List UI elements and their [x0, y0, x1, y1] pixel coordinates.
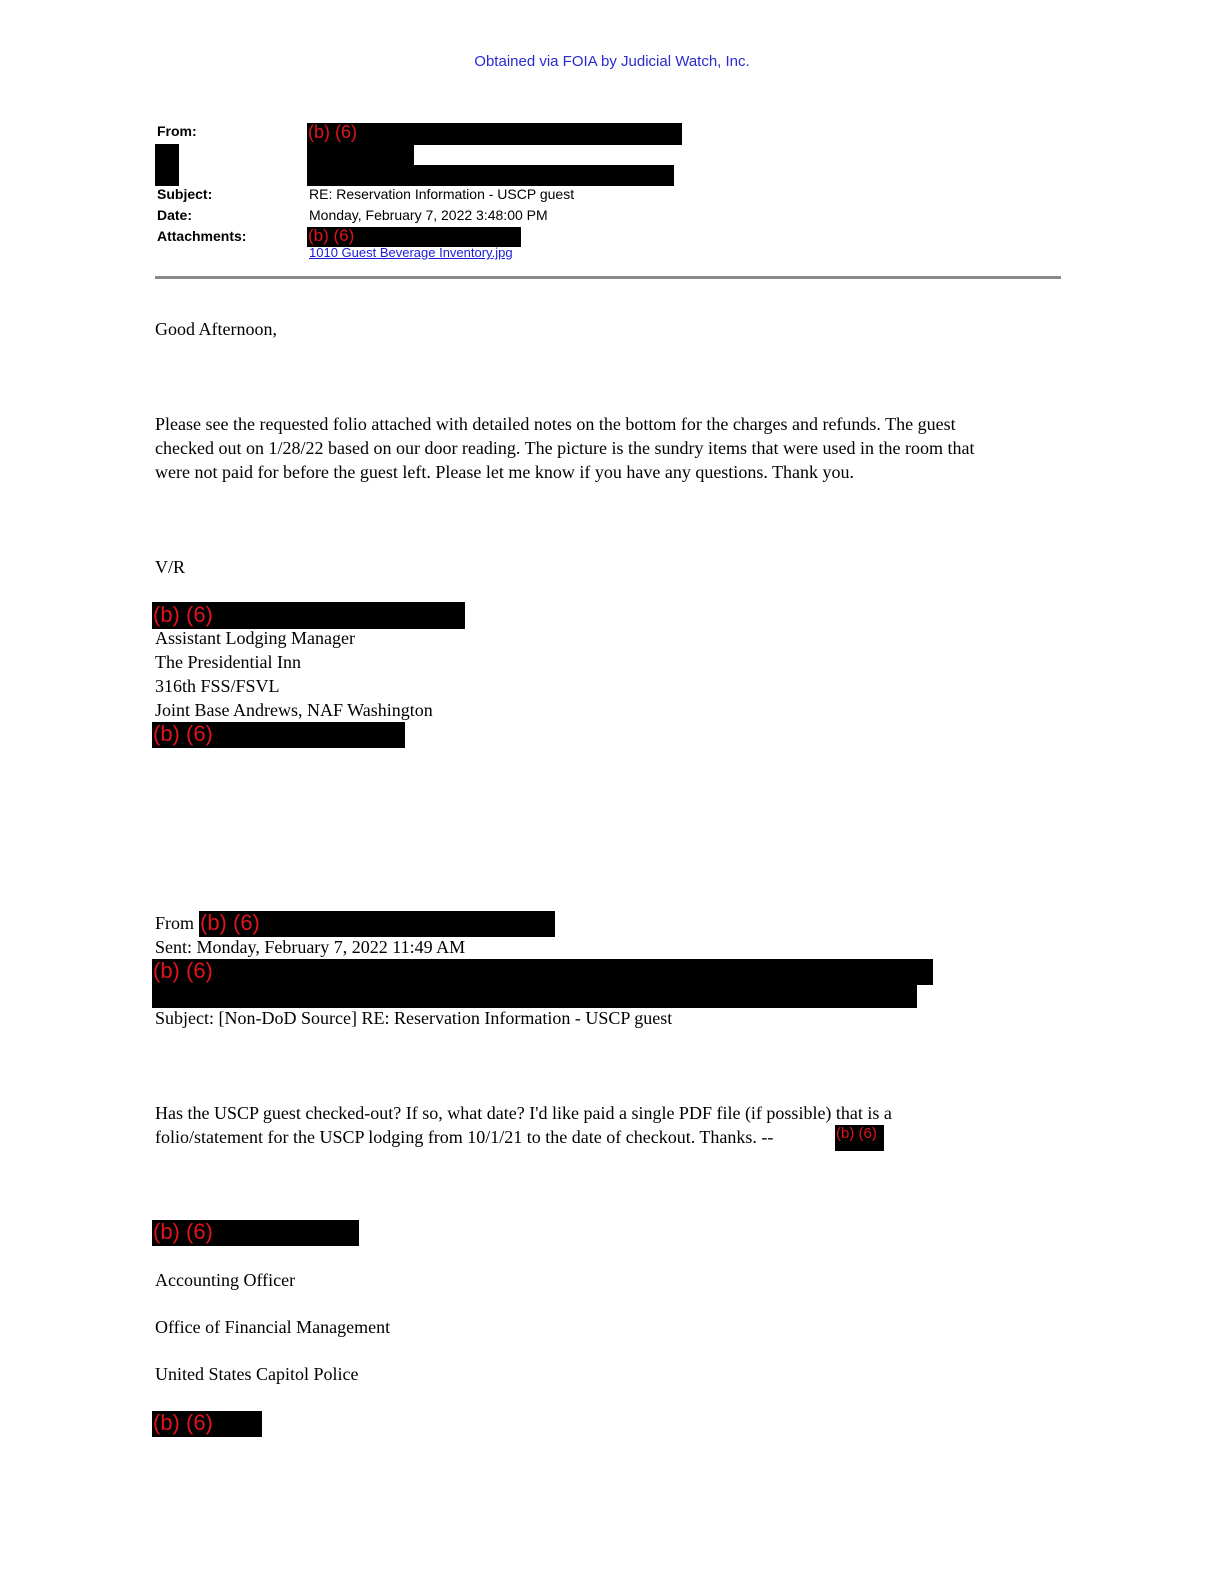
attachment-redaction: [307, 227, 521, 247]
from-redaction-1: [307, 123, 682, 145]
email2-signature-office: Office of Financial Management: [155, 1317, 391, 1337]
email2-to-redaction-1: [152, 959, 933, 985]
email2-to-redaction-2: [152, 984, 917, 1008]
email2-from-redaction: [199, 911, 555, 937]
redaction-label: (b) (6): [308, 122, 357, 142]
email2-signature-phone-redaction: [152, 1411, 262, 1437]
redaction-label: (b) (6): [153, 958, 213, 983]
date-value: Monday, February 7, 2022 3:48:00 PM: [309, 207, 548, 223]
closing: V/R: [155, 557, 186, 577]
email2-signature-name-redaction: [152, 1220, 359, 1246]
signature-phone-redaction: [152, 722, 405, 748]
foia-watermark: Obtained via FOIA by Judicial Watch, Inc.: [474, 53, 750, 70]
attachments-label: Attachments:: [157, 228, 247, 244]
body-line-1: Please see the requested folio attached with detailed notes on the bottom for the charges and refunds. The guest: [155, 414, 956, 434]
email2-from-label: From: [155, 913, 195, 933]
redaction-label: (b) (6): [153, 602, 213, 627]
date-label: Date:: [157, 207, 193, 223]
redaction-label: (b) (6): [153, 721, 213, 746]
email2-subject: Subject: [Non-DoD Source] RE: Reservation Information - USCP guest: [155, 1008, 673, 1028]
redaction-label: (b) (6): [836, 1125, 877, 1142]
email2-body-line-2: folio/statement for the USCP lodging from 10/1/21 to the date of checkout. Thanks. --: [155, 1127, 774, 1147]
redaction-label: (b) (6): [153, 1410, 213, 1435]
body-line-2: checked out on 1/28/22 based on our door reading. The picture is the sundry items that were used in the room that: [155, 438, 975, 458]
signature-name-redaction: [152, 602, 465, 629]
email2-signature-org: United States Capitol Police: [155, 1364, 359, 1384]
redaction-label: (b) (6): [200, 910, 260, 935]
from-redaction-3: [307, 165, 674, 186]
redaction-label: (b) (6): [153, 1219, 213, 1244]
signature-title: Assistant Lodging Manager: [155, 628, 355, 648]
email2-signature-title: Accounting Officer: [155, 1270, 296, 1290]
body-line-3: were not paid for before the guest left. Please let me know if you have any questions. Thank you.: [155, 462, 854, 482]
attachment-link[interactable]: 1010 Guest Beverage Inventory.jpg: [309, 245, 513, 260]
to-label-redaction: [155, 144, 179, 186]
email2-sender-initials-redaction: [835, 1125, 884, 1151]
email2-sent: Sent: Monday, February 7, 2022 11:49 AM: [155, 937, 466, 957]
subject-value: RE: Reservation Information - USCP guest: [309, 186, 575, 202]
redaction-label: (b) (6): [308, 226, 355, 245]
from-label: From:: [157, 123, 197, 139]
from-redaction-2: [307, 145, 414, 165]
subject-label: Subject:: [157, 186, 213, 202]
signature-org: The Presidential Inn: [155, 652, 301, 672]
header-divider: [155, 276, 1061, 279]
email2-body-line-1: Has the USCP guest checked-out? If so, what date? I'd like paid a single PDF file (if possible) that is a: [155, 1103, 892, 1123]
greeting: Good Afternoon,: [155, 319, 277, 339]
signature-location: Joint Base Andrews, NAF Washington: [155, 700, 433, 720]
signature-unit: 316th FSS/FSVL: [155, 676, 280, 696]
